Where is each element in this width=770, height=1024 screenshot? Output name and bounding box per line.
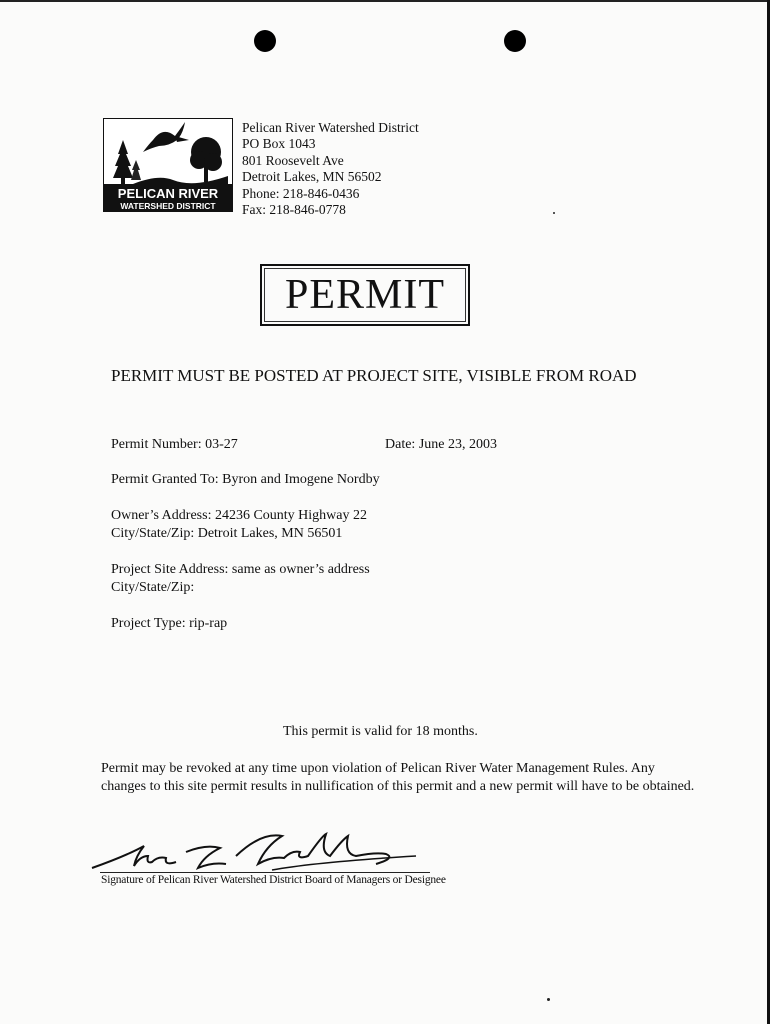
permit-title: PERMIT — [260, 264, 470, 326]
scan-speck — [547, 998, 550, 1001]
validity-statement: This permit is valid for 18 months. — [283, 724, 478, 739]
scan-edge-top — [0, 0, 770, 2]
po-box: PO Box 1043 — [242, 136, 316, 152]
project-site-city-state-zip: City/State/Zip: — [111, 580, 195, 595]
permit-date: Date: June 23, 2003 — [385, 437, 497, 452]
fax-number: Fax: 218-846-0778 — [242, 202, 346, 218]
logo-text-line1: PELICAN RIVER — [117, 186, 219, 201]
revocation-statement: Permit may be revoked at any time upon violation of Pelican River Water Management Rules. Any changes to this site permit results in nullification of this permit and a new permit will have to be obtained. — [101, 761, 695, 794]
phone-number: Phone: 218-846-0436 — [242, 185, 360, 201]
city-state-zip: Detroit Lakes, MN 56502 — [242, 169, 382, 185]
punch-hole-right — [504, 30, 526, 52]
permit-granted-to: Permit Granted To: Byron and Imogene Nordby — [111, 472, 380, 487]
posting-notice: PERMIT MUST BE POSTED AT PROJECT SITE, VISIBLE FROM ROAD — [111, 366, 637, 385]
punch-hole-left — [254, 30, 276, 52]
project-site-address: Project Site Address: same as owner’s address — [111, 562, 370, 577]
signature-label: Signature of Pelican River Watershed District Board of Managers or Designee — [101, 874, 446, 886]
project-type: Project Type: rip-rap — [111, 616, 228, 631]
owner-city-state-zip: City/State/Zip: Detroit Lakes, MN 56501 — [111, 526, 343, 541]
handwritten-signature — [86, 826, 426, 874]
permit-number: Permit Number: 03-27 — [111, 437, 238, 452]
pelican-river-logo — [103, 118, 233, 212]
owner-address: Owner’s Address: 24236 County Highway 22 — [111, 508, 368, 523]
logo-text-line2: WATERSHED DISTRICT — [120, 201, 216, 211]
street-address: 801 Roosevelt Ave — [242, 152, 344, 168]
letterhead-address — [242, 120, 419, 218]
org-name: Pelican River Watershed District — [242, 120, 419, 135]
scan-speck — [553, 212, 555, 214]
signature-line — [100, 872, 430, 873]
